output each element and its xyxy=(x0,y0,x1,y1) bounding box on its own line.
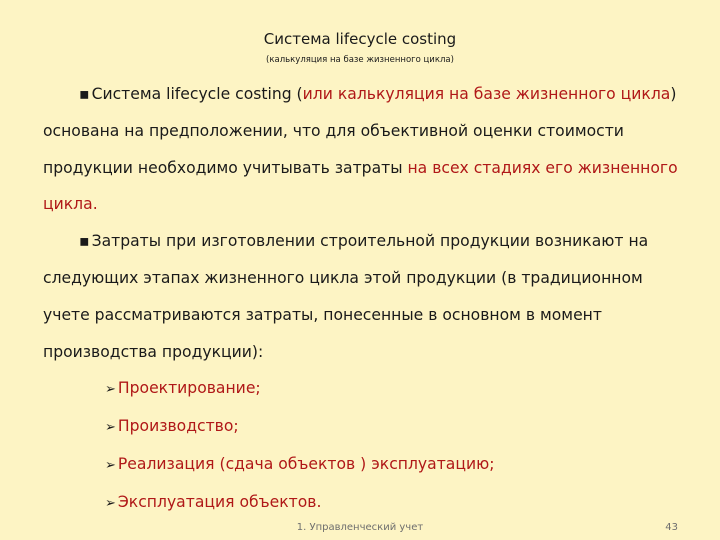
footer-text: 1. Управленческий учет xyxy=(296,522,424,533)
slide-title: Система lifecycle costing xyxy=(263,30,457,48)
page-number: 43 xyxy=(665,522,678,533)
paragraph-lifecycle-costing xyxy=(43,76,683,223)
para1-highlight-2: на всех стадиях его жизненного цикла. xyxy=(43,158,678,214)
slide-body xyxy=(43,76,683,522)
stages-list xyxy=(43,370,683,522)
slide-subtitle: (калькуляция на базе жизненного цикла) xyxy=(266,55,454,65)
para1-highlight-1: или калькуляция на базе жизненного цикла xyxy=(302,85,671,103)
arrow-bullet-icon: ➢ xyxy=(105,420,116,436)
stage-label: Проектирование; xyxy=(117,379,261,398)
square-bullet-icon: ▪ xyxy=(79,232,90,251)
stage-label: Эксплуатация объектов. xyxy=(117,493,322,512)
stage-label: Производство; xyxy=(117,417,239,436)
arrow-bullet-icon: ➢ xyxy=(105,496,116,512)
paragraph-costs-stages xyxy=(43,223,683,370)
arrow-bullet-icon: ➢ xyxy=(105,382,116,398)
list-item xyxy=(43,370,683,408)
para1-text-2: ) основана на предположении, что для объективной оценки стоимости продукции необходимо учитывать затраты xyxy=(43,85,677,177)
para1-text-1: Система lifecycle costing ( xyxy=(91,85,303,103)
list-item xyxy=(43,446,683,484)
list-item xyxy=(43,484,683,522)
arrow-bullet-icon: ➢ xyxy=(105,458,116,474)
square-bullet-icon: ▪ xyxy=(79,85,90,103)
stage-label: Реализация (сдача объектов ) эксплуатацию; xyxy=(117,455,495,474)
para2-text: Затраты при изготовлении строительной продукции возникают на следующих этапах жизненного цикла этой продукции (в традиционном учете рассматриваются затраты, понесенные в основном в момент производства продукции): xyxy=(43,232,649,361)
list-item xyxy=(43,408,683,446)
